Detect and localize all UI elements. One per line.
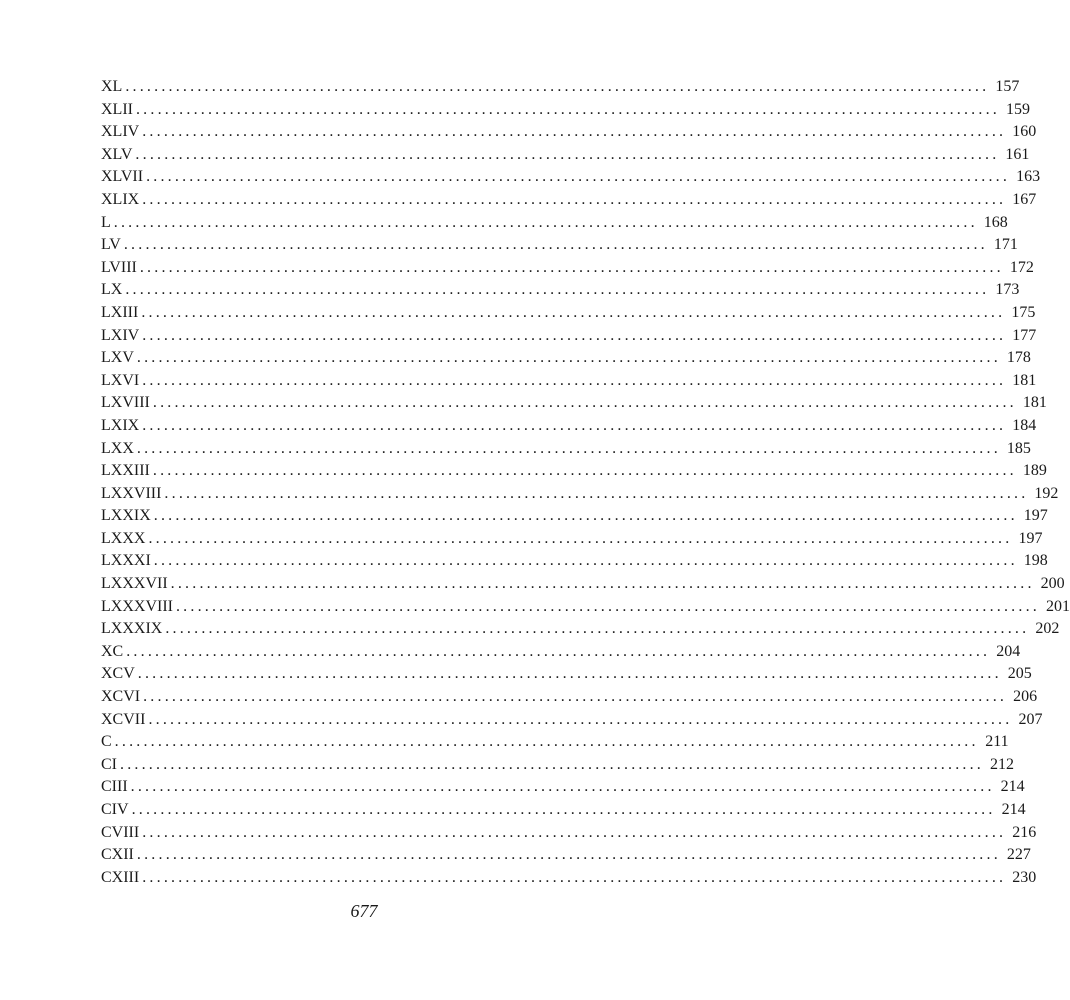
toc-entry (101, 234, 1018, 257)
dot-leader: ........................................................................................................................ (142, 823, 1007, 841)
toc-entry-page: 207 (1018, 710, 1043, 728)
dot-leader: ........................................................................................................................ (142, 868, 1007, 886)
toc-entry-title: XCVI (101, 688, 141, 706)
toc-entry-title: LXXVIII (101, 484, 162, 502)
toc-entry (101, 618, 1060, 641)
toc-entry (101, 641, 1021, 664)
dot-leader: ........................................................................................................................ (123, 236, 988, 254)
toc-entry (101, 709, 1043, 732)
toc-entry-title: XLV (101, 145, 133, 163)
toc-entry-page: 175 (1011, 303, 1036, 321)
dot-leader: ........................................................................................................................ (153, 552, 1018, 570)
toc-entry-page: 181 (1012, 371, 1037, 389)
toc-entry-title: L (101, 213, 111, 231)
dot-leader: ........................................................................................................................ (130, 778, 995, 796)
toc-entry (101, 483, 1059, 506)
toc-entry-page: 163 (1016, 168, 1041, 186)
toc-entry-page: 192 (1034, 484, 1059, 502)
dot-leader: ........................................................................................................................ (120, 755, 984, 773)
toc-entry (101, 347, 1031, 370)
toc-entry-page: 227 (1006, 846, 1031, 864)
toc-entry-title: XL (101, 78, 123, 95)
toc-entry-title: LXXIII (101, 462, 150, 480)
toc-entry-title: CXII (101, 846, 134, 864)
dot-leader: ........................................................................................................................ (148, 710, 1013, 728)
toc-entry (101, 505, 1048, 528)
toc-entry-title: CIV (101, 801, 129, 818)
toc-entry (101, 144, 1030, 167)
toc-entry-title: CXIII (101, 868, 140, 886)
toc-entry-page: 197 (1018, 529, 1043, 547)
dot-leader: ........................................................................................................................ (125, 78, 990, 95)
dot-leader: ........................................................................................................................ (142, 190, 1007, 208)
toc-entry-page: 202 (1035, 620, 1060, 638)
toc-entry-page: 230 (1012, 868, 1037, 886)
toc-entry (101, 166, 1041, 189)
toc-entry-title: LXXXVIII (101, 597, 173, 615)
toc-entry (101, 212, 1008, 235)
dot-leader: ........................................................................................................................ (137, 665, 1002, 683)
toc-entry-page: 161 (1005, 145, 1030, 163)
dot-leader: ........................................................................................................................ (153, 507, 1018, 525)
toc-entry-title: LXIX (101, 416, 140, 434)
dot-leader: ........................................................................................................................ (142, 371, 1007, 389)
toc-entry (101, 867, 1037, 890)
toc-entry-page: 189 (1022, 462, 1047, 480)
toc-entry-page: 181 (1022, 394, 1047, 412)
toc-entry-page: 185 (1006, 439, 1031, 457)
toc-entry-title: LV (101, 236, 121, 254)
dot-leader: ........................................................................................................................ (142, 123, 1007, 141)
toc-entry (101, 573, 1065, 596)
toc-entry-page: 197 (1023, 507, 1048, 525)
dot-leader: ........................................................................................................................ (136, 846, 1001, 864)
dot-leader: ........................................................................................................................ (152, 462, 1017, 480)
toc-entry-title: LXXX (101, 529, 146, 547)
toc-entry-title: LXXXI (101, 552, 151, 570)
dot-leader: ........................................................................................................................ (125, 281, 990, 299)
toc-entry (101, 776, 1025, 799)
dot-leader: ........................................................................................................................ (139, 258, 1004, 276)
toc-entry-title: LXX (101, 439, 134, 457)
dot-leader: ........................................................................................................................ (141, 303, 1006, 321)
dot-leader: ........................................................................................................................ (143, 688, 1008, 706)
toc-entry (101, 392, 1047, 415)
toc-entry-title: LXXIX (101, 507, 151, 525)
toc-entry (101, 325, 1037, 348)
toc-entry (101, 686, 1038, 709)
dot-leader: ........................................................................................................................ (114, 733, 979, 751)
toc-entry (101, 302, 1036, 325)
toc-entry-title: CVIII (101, 823, 140, 841)
toc-entry (101, 189, 1037, 212)
dot-leader: ........................................................................................................................ (152, 394, 1017, 412)
toc-entry-title: LXIII (101, 303, 139, 321)
dot-leader: ........................................................................................................................ (135, 100, 1000, 118)
toc-entry-page: 178 (1006, 349, 1031, 367)
toc-entry-title: LXXXIX (101, 620, 163, 638)
toc-entry-page: 212 (990, 755, 1014, 773)
toc-entry-page: 200 (1040, 575, 1065, 593)
toc-entry (101, 550, 1048, 573)
dot-leader: ........................................................................................................................ (148, 529, 1013, 547)
toc-entry-page: 159 (1005, 100, 1030, 118)
toc-entry-page: 160 (1012, 123, 1037, 141)
toc-entry-title: XLIX (101, 190, 140, 208)
toc-entry (101, 460, 1047, 483)
dot-leader: ........................................................................................................................ (136, 349, 1001, 367)
toc-entry-title: XLVII (101, 168, 144, 186)
toc-entry-title: LXVIII (101, 394, 150, 412)
toc-entry-page: 168 (983, 213, 1008, 231)
toc-entry-title: LXV (101, 349, 134, 367)
dot-leader: ........................................................................................................................ (146, 168, 1011, 186)
toc-entry (101, 663, 1032, 686)
toc-entry-page: 172 (1009, 258, 1034, 276)
toc-entry-page: 173 (995, 281, 1020, 299)
toc-entry (101, 370, 1037, 393)
toc-entry (101, 799, 1026, 822)
toc-entry (101, 121, 1037, 144)
toc-entry-page: 198 (1023, 552, 1048, 570)
toc-entry-title: XLIV (101, 123, 140, 141)
dot-leader: ........................................................................................................................ (170, 575, 1035, 593)
table-of-contents (101, 76, 1070, 889)
toc-entry-page: 157 (995, 78, 1020, 95)
toc-entry-title: XC (101, 642, 124, 660)
toc-entry (101, 596, 1070, 619)
toc-entry-title: XCVII (101, 710, 146, 728)
toc-entry (101, 438, 1031, 461)
toc-entry (101, 754, 1014, 777)
dot-leader: ........................................................................................................................ (131, 801, 996, 818)
toc-entry-title: LXVI (101, 371, 140, 389)
toc-entry (101, 257, 1034, 280)
toc-entry-page: 171 (993, 236, 1018, 254)
dot-leader: ........................................................................................................................ (175, 597, 1040, 615)
toc-entry (101, 415, 1037, 438)
toc-entry (101, 731, 1009, 754)
toc-entry-page: 206 (1013, 688, 1038, 706)
toc-entry-title: LXXXVII (101, 575, 168, 593)
toc-entry-title: XLII (101, 100, 133, 118)
dot-leader: ........................................................................................................................ (164, 484, 1029, 502)
toc-entry (101, 844, 1031, 867)
dot-leader: ........................................................................................................................ (113, 213, 978, 231)
toc-entry-title: LXIV (101, 326, 140, 344)
toc-entry-page: 177 (1012, 326, 1037, 344)
page-number: 677 (350, 901, 378, 921)
toc-entry-title: CIII (101, 778, 128, 796)
dot-leader: ........................................................................................................................ (126, 642, 991, 660)
dot-leader: ........................................................................................................................ (165, 620, 1030, 638)
toc-entry (101, 279, 1020, 302)
toc-entry (101, 76, 1020, 99)
dot-leader: ........................................................................................................................ (142, 326, 1007, 344)
dot-leader: ........................................................................................................................ (136, 439, 1001, 457)
toc-entry-page: 167 (1012, 190, 1037, 208)
toc-entry-page: 216 (1012, 823, 1037, 841)
toc-entry-title: CI (101, 755, 117, 773)
dot-leader: ........................................................................................................................ (142, 416, 1007, 434)
toc-entry (101, 822, 1037, 845)
toc-entry-page: 205 (1007, 665, 1032, 683)
toc-entry-page: 211 (985, 733, 1009, 751)
toc-entry-page: 214 (1000, 778, 1025, 796)
toc-entry (101, 99, 1030, 122)
toc-entry-title: LX (101, 281, 123, 299)
toc-entry (101, 528, 1043, 551)
toc-entry-page: 214 (1001, 801, 1026, 818)
toc-entry-page: 184 (1012, 416, 1037, 434)
toc-entry-page: 204 (996, 642, 1021, 660)
toc-entry-title: C (101, 733, 112, 751)
dot-leader: ........................................................................................................................ (135, 145, 1000, 163)
toc-entry-title: XCV (101, 665, 135, 683)
toc-entry-page: 201 (1045, 597, 1070, 615)
toc-entry-title: LVIII (101, 258, 137, 276)
